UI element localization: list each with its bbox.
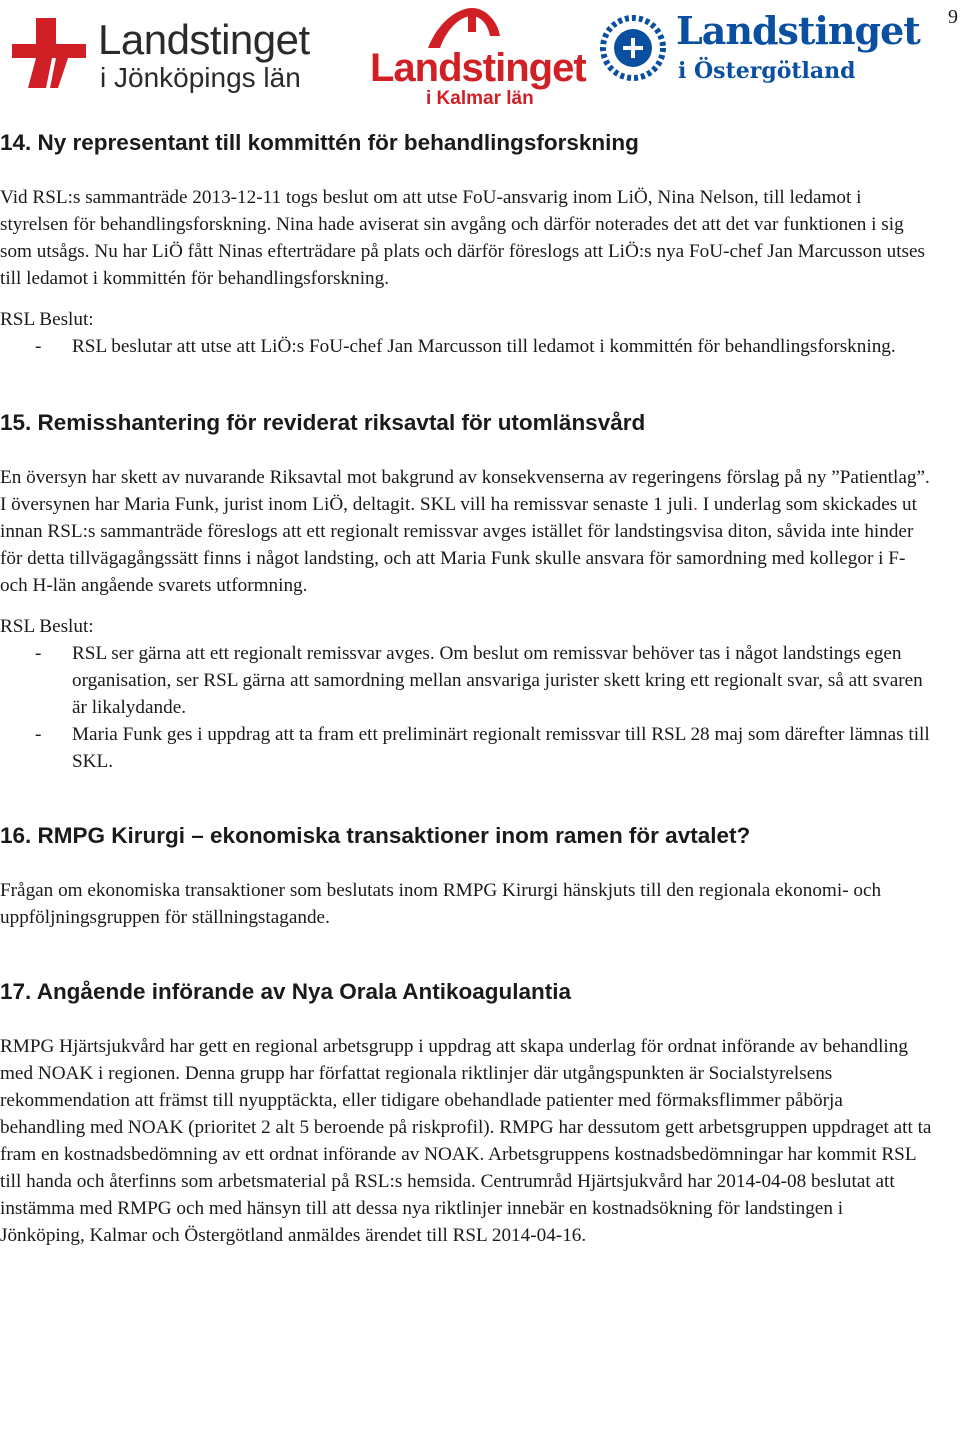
section-15-heading: 15. Remisshantering för reviderat riksavtal för utomlänsvård (0, 410, 646, 435)
kalmar-crown-icon (368, 2, 568, 52)
kalmar-logo-sub: i Kalmar län (426, 88, 534, 109)
section-14-decision-list (0, 333, 932, 360)
logo-header (0, 2, 930, 110)
page-number: 9 (948, 6, 958, 28)
logo-landstinget-jonkoping (6, 14, 346, 94)
decision-item (0, 640, 932, 721)
decision-text: RSL beslutar att utse att LiÖ:s FoU-chef Jan Marcusson till ledamot i kommittén för behandlingsforskning. (72, 336, 896, 357)
jonkoping-emblem-icon (6, 14, 96, 94)
section-17-body: RMPG Hjärtsjukvård har gett en regional arbetsgrupp i uppdrag att skapa underlag för ordnat införande av behandling med NOAK i regionen. Denna grupp har författat regionala riktlinjer där utgångspunkten är Socialstyrelsens rekommendation att främst till nyupptäckta, eller tidigare obehandlade patienter med förmaksflimmer påbörja behandling med NOAK (prioritet 2 alt 5 beroende på riskprofil). RMPG har dessutom gett arbetsgruppen uppdraget att ta fram en kostnadsbedömning av ett ordnat införande av NOAK. Arbetsgruppens kostnadsbedömningar har kommit RSL till handa och återfinns som arbetsmaterial på RSL:s hemsida. Centrumråd Hjärtsjukvård har 2014-04-08 beslutat att instämma med RMPG och med hänsyn till att dessa nya riktlinjer innebär en kostnadsökning för landstingen i Jönköping, Kalmar och Östergötland anmäldes ärendet till RSL 2014-04-16. (0, 1036, 932, 1246)
section-14-body: Vid RSL:s sammanträde 2013-12-11 togs beslut om att utse FoU-ansvarig inom LiÖ, Nina Nelson, till ledamot i styrelsen för behandlingsforskning. Nina hade aviserat sin avgång och därför noterades det att det var funktionen i sig som utsågs. Nu har LiÖ fått Ninas efterträdare på plats och därför föreslogs att LiÖ:s nya FoU-chef Jan Marcusson utses till ledamot i kommittén för behandlingsforskning. (0, 187, 926, 289)
ostergotland-logo-name: Landstinget (676, 8, 920, 53)
ostergotland-logo-sub: i Östergötland (678, 58, 856, 84)
decision-text: Maria Funk ges i uppdrag att ta fram ett preliminärt regionalt remissvar till RSL 28 maj som därefter lämnas till SKL. (72, 724, 930, 772)
section-14-beslut-label: RSL Beslut: (0, 309, 94, 330)
list-dash: - (35, 643, 42, 664)
logo-landstinget-ostergotland (594, 8, 920, 98)
ostergotland-sun-emblem-icon (594, 8, 672, 92)
section-15-body (0, 464, 932, 599)
section-15 (0, 408, 932, 775)
jonkoping-logo-sub: i Jönköpings län (100, 62, 301, 93)
section-14-heading: 14. Ny representant till kommittén för behandlingsforskning (0, 130, 639, 155)
section-16-heading: 16. RMPG Kirurgi – ekonomiska transaktioner inom ramen för avtalet? (0, 823, 751, 848)
section-15-body-part2: I underlag som skickades ut innan RSL:s sammanträde föreslogs att ett regionalt remissvar avges istället för landstingsvisa diton, såvida inte hinder för detta tillvägagångssätt finns i något landsting, och att Maria Funk skulle ansvara för samordning med kollegor i F- och H-län angående svarets utformning. (0, 494, 917, 596)
decision-item (0, 721, 932, 775)
jonkoping-logo-name: Landstinget (98, 16, 310, 63)
section-17-heading: 17. Angående införande av Nya Orala Antikoagulantia (0, 979, 571, 1004)
section-15-beslut-label: RSL Beslut: (0, 616, 94, 637)
section-15-decision-list (0, 640, 932, 775)
section-16 (0, 821, 932, 931)
kalmar-logo-name: Landstinget (370, 46, 586, 90)
section-16-body: Frågan om ekonomiska transaktioner som beslutats inom RMPG Kirurgi hänskjuts till den regionala ekonomi- och uppföljningsgruppen för ställningstagande. (0, 880, 882, 928)
section-15-red-dot: . (693, 494, 698, 515)
decision-item (0, 333, 932, 360)
list-dash: - (35, 336, 42, 357)
decision-text: RSL ser gärna att ett regionalt remissvar avges. Om beslut om remissvar behöver tas i något landstings egen organisation, ser RSL gärna att samordning mellan ansvariga jurister skett kring ett regionalt svar, så att svaren är likalydande. (72, 643, 923, 718)
list-dash: - (35, 724, 42, 745)
logo-landstinget-kalmar (368, 2, 586, 110)
section-15-body-part1: En översyn har skett av nuvarande Riksavtal mot bakgrund av konsekvenserna av regeringens förslag på ny ”Patientlag”. I översynen har Maria Funk, jurist inom LiÖ, deltagit. SKL vill ha remissvar senaste 1 juli (0, 467, 930, 515)
document-content (0, 126, 932, 1249)
section-17 (0, 977, 932, 1249)
section-14 (0, 128, 932, 360)
